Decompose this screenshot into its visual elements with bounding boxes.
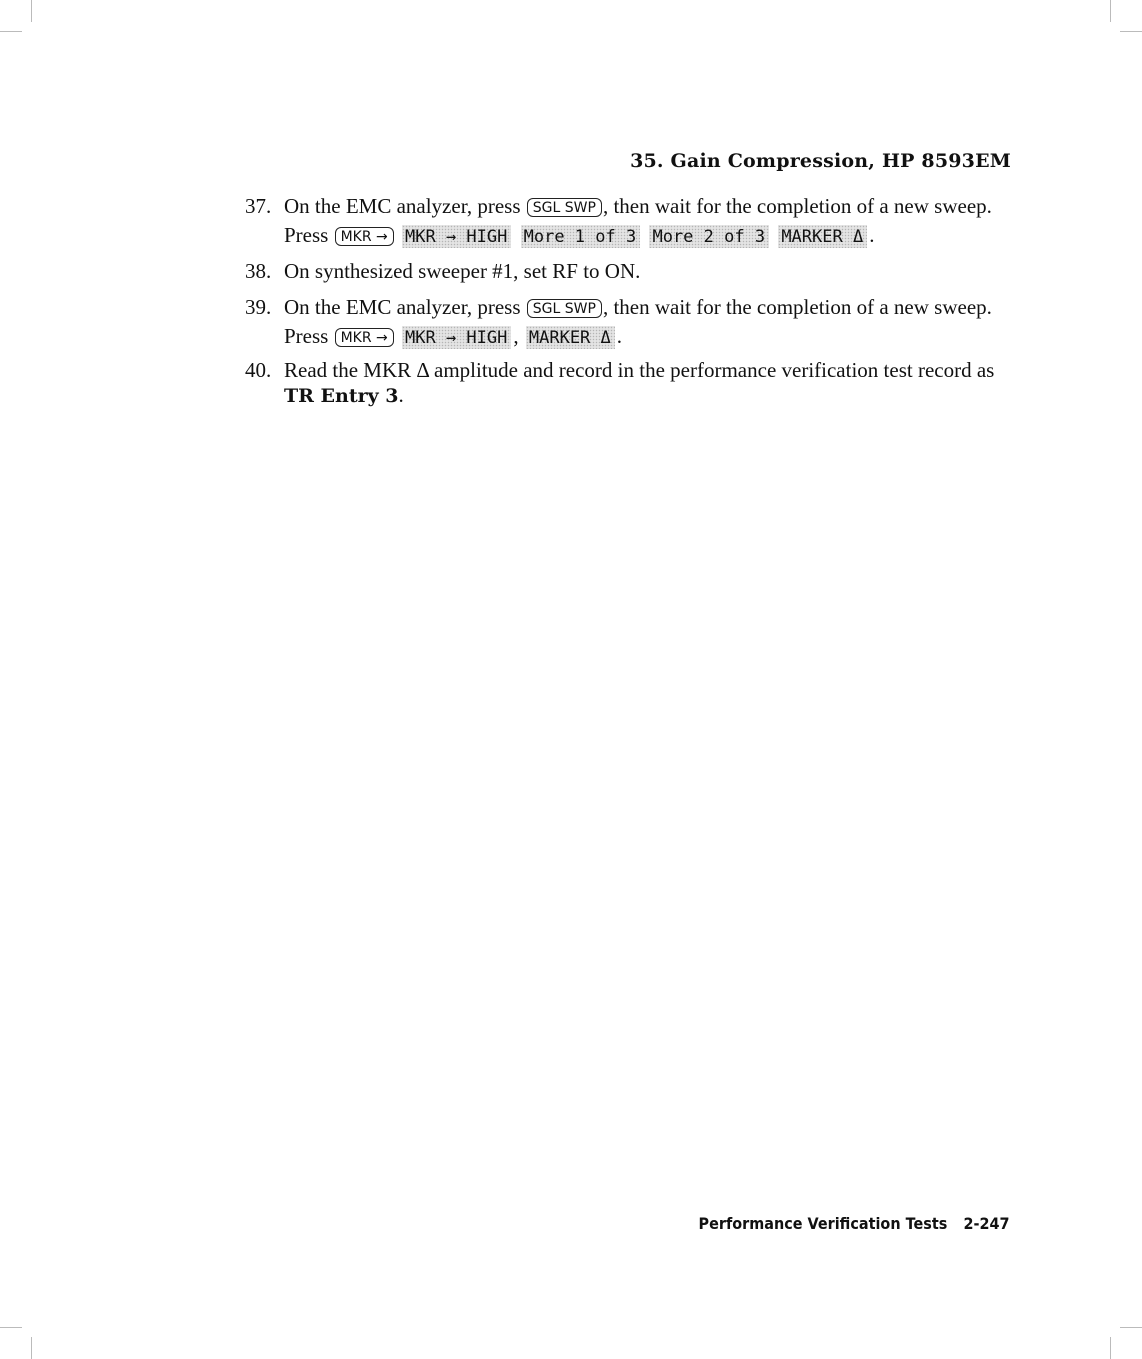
marker-delta-softkey: MARKER Δ (526, 326, 615, 349)
step-number: 39. (245, 295, 272, 319)
page-footer (699, 1214, 1010, 1233)
crop-mark (1120, 1327, 1142, 1328)
crop-mark (1110, 0, 1111, 22)
step-text: . (616, 324, 623, 348)
separator: , (513, 324, 519, 348)
crop-mark (31, 0, 32, 22)
sgl-swp-key: SGL SWP (527, 299, 602, 318)
marker-delta-softkey: MARKER Δ (778, 225, 867, 248)
step-number: 38. (245, 259, 272, 283)
step-number: 40. (245, 358, 272, 382)
step-text: On the EMC analyzer, press (284, 194, 521, 218)
mkr-high-softkey: MKR → HIGH (402, 326, 511, 349)
step-text: . (398, 383, 404, 407)
footer-section-name: Performance Verification Tests (699, 1214, 948, 1233)
step-text: , then wait for the completion of a new sweep. Press (284, 295, 992, 348)
mkr-high-softkey: MKR → HIGH (402, 225, 511, 248)
more-2-of-3-softkey: More 2 of 3 (649, 225, 769, 248)
tr-entry-reference: TR Entry 3 (284, 385, 399, 407)
mkr-arrow-key: MKR → (335, 328, 394, 347)
sgl-swp-key: SGL SWP (527, 198, 602, 217)
step-text: On synthesized sweeper #1, set RF to ON. (284, 259, 641, 283)
step-text: . (869, 223, 875, 247)
mkr-arrow-key: MKR → (335, 227, 394, 246)
section-title: 35. Gain Compression, HP 8593EM (630, 150, 1011, 172)
procedure-steps (245, 192, 1015, 409)
step-text: , then wait for the completion of a new sweep. Press (284, 194, 992, 247)
crop-mark (31, 1337, 32, 1359)
step-text: Read the MKR Δ amplitude and record in the performance verification test record as (284, 358, 995, 382)
crop-mark (0, 31, 22, 32)
step-37 (245, 192, 1015, 250)
more-1-of-3-softkey: More 1 of 3 (521, 225, 641, 248)
step-number: 37. (245, 194, 272, 218)
crop-mark (1110, 1337, 1111, 1359)
step-40 (245, 358, 1015, 409)
step-text: On the EMC analyzer, press (284, 295, 521, 319)
crop-mark (1120, 31, 1142, 32)
crop-mark (0, 1327, 22, 1328)
step-38 (245, 257, 1015, 286)
step-39 (245, 293, 1015, 351)
page-number: 2-247 (963, 1214, 1010, 1233)
